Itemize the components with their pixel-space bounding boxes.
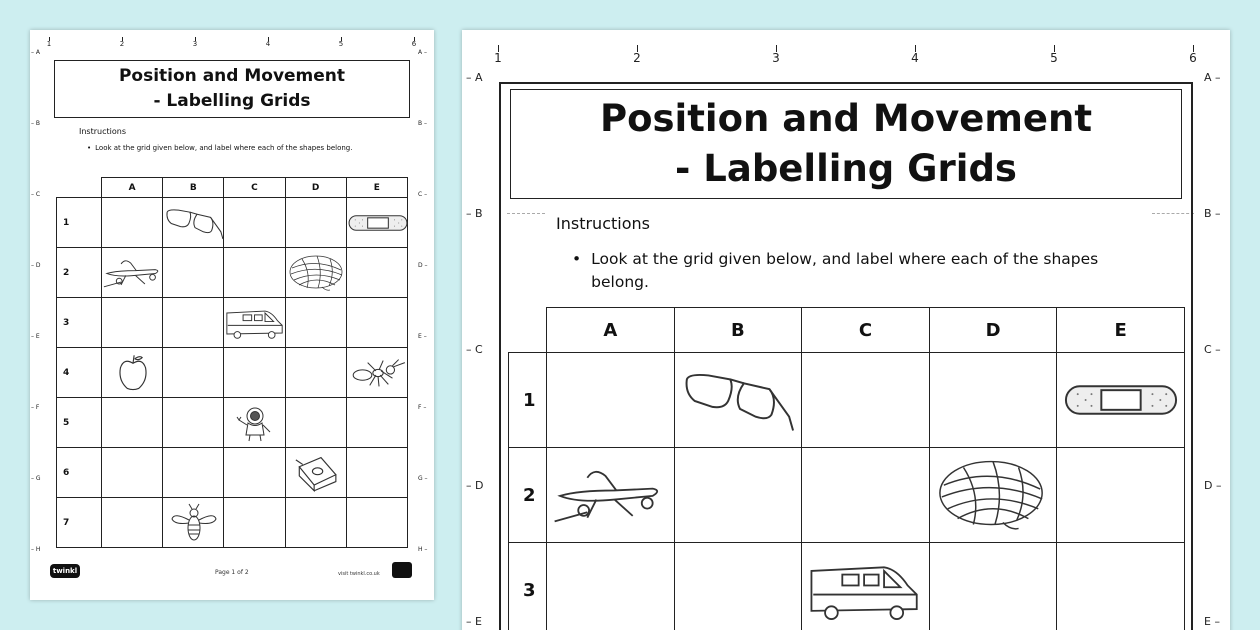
grid-row bbox=[57, 448, 408, 498]
grid-cell[interactable] bbox=[1057, 353, 1185, 448]
row-ruler-tick-right: G – bbox=[418, 475, 428, 482]
instructions-text: • Look at the grid given below, and label where each of the shapes belong. bbox=[87, 144, 353, 152]
grid-cell[interactable] bbox=[346, 198, 407, 248]
grid-cell[interactable] bbox=[224, 198, 285, 248]
grid-cell[interactable] bbox=[285, 198, 346, 248]
grid-cell[interactable] bbox=[102, 398, 163, 448]
row-ruler-tick-right: D – bbox=[1204, 479, 1222, 492]
grid-row-header: 3 bbox=[509, 543, 547, 630]
ambulance-icon bbox=[224, 303, 284, 343]
grid-cell[interactable] bbox=[1057, 543, 1185, 630]
grid-cell[interactable] bbox=[346, 348, 407, 398]
labelling-grid bbox=[56, 177, 408, 548]
grid-row bbox=[509, 543, 1185, 630]
grid-column-header: A bbox=[547, 308, 675, 353]
grid-row-header: 6 bbox=[57, 448, 102, 498]
row-ruler-tick-right: E – bbox=[418, 333, 427, 340]
grid-cell[interactable] bbox=[102, 448, 163, 498]
grid-row bbox=[509, 448, 1185, 543]
row-ruler-tick-left: – D bbox=[31, 262, 41, 269]
grid-cell[interactable] bbox=[224, 448, 285, 498]
grid-cell[interactable] bbox=[547, 543, 675, 630]
ambulance-icon bbox=[802, 550, 929, 630]
grid-cell[interactable] bbox=[163, 198, 224, 248]
page-number: Page 1 of 2 bbox=[215, 569, 249, 576]
row-ruler-tick-left: – C bbox=[31, 191, 41, 198]
airplane-icon bbox=[102, 253, 162, 293]
grid-cell[interactable] bbox=[102, 248, 163, 298]
plaster-icon bbox=[1057, 360, 1184, 440]
grid-cell[interactable] bbox=[224, 248, 285, 298]
grid-column-header: D bbox=[929, 308, 1057, 353]
grid-cell[interactable] bbox=[674, 353, 802, 448]
bee-icon bbox=[163, 503, 223, 543]
grid-cell[interactable] bbox=[102, 198, 163, 248]
grid-row bbox=[57, 498, 408, 548]
row-ruler-tick-right: C – bbox=[418, 191, 428, 198]
grid-row-header: 7 bbox=[57, 498, 102, 548]
row-ruler-tick-left: – G bbox=[31, 475, 41, 482]
column-ruler-tick: 5 bbox=[331, 37, 351, 48]
row-ruler-tick-right: B – bbox=[418, 120, 428, 127]
row-ruler-tick-right: A – bbox=[1204, 71, 1221, 84]
grid-row bbox=[57, 248, 408, 298]
row-ruler-tick-left: – E bbox=[466, 615, 482, 628]
sharpener-icon bbox=[286, 453, 346, 493]
yarn-icon bbox=[930, 455, 1057, 535]
grid-row-header: 1 bbox=[57, 198, 102, 248]
grid-cell[interactable] bbox=[547, 448, 675, 543]
grid-row bbox=[57, 298, 408, 348]
column-ruler-tick: 2 bbox=[627, 45, 647, 64]
grid-column-header: D bbox=[285, 178, 346, 198]
instructions-heading: Instructions bbox=[79, 127, 126, 136]
grid-cell[interactable] bbox=[674, 448, 802, 543]
grid-cell[interactable] bbox=[224, 298, 285, 348]
column-ruler-tick: 5 bbox=[1044, 45, 1064, 64]
row-ruler-tick-right: B – bbox=[1204, 207, 1221, 220]
grid-row-header: 3 bbox=[57, 298, 102, 348]
grid-column-header: C bbox=[224, 178, 285, 198]
grid-cell[interactable] bbox=[929, 543, 1057, 630]
glasses-icon bbox=[675, 360, 802, 440]
grid-column-header: B bbox=[674, 308, 802, 353]
row-ruler-tick-left: – A bbox=[466, 71, 483, 84]
row-ruler-tick-left: – H bbox=[31, 546, 41, 553]
grid-column-header: A bbox=[102, 178, 163, 198]
grid-row bbox=[57, 348, 408, 398]
column-ruler-tick: 1 bbox=[39, 37, 59, 48]
grid-cell[interactable] bbox=[102, 298, 163, 348]
grid-cell[interactable] bbox=[224, 498, 285, 548]
glasses-icon bbox=[163, 203, 223, 243]
grid-row bbox=[509, 353, 1185, 448]
worksheet-thumbnail bbox=[30, 30, 434, 600]
column-ruler-tick: 4 bbox=[258, 37, 278, 48]
grid-cell[interactable] bbox=[163, 398, 224, 448]
plaster-icon bbox=[347, 203, 407, 243]
grid-column-header: B bbox=[163, 178, 224, 198]
column-ruler-tick: 3 bbox=[766, 45, 786, 64]
grid-cell[interactable] bbox=[163, 348, 224, 398]
column-ruler-tick: 3 bbox=[185, 37, 205, 48]
grid-cell[interactable] bbox=[285, 348, 346, 398]
column-ruler-tick: 1 bbox=[488, 45, 508, 64]
grid-row bbox=[57, 398, 408, 448]
grid-cell[interactable] bbox=[102, 498, 163, 548]
row-ruler-tick-right: D – bbox=[418, 262, 428, 269]
grid-cell[interactable] bbox=[346, 398, 407, 448]
row-ruler-tick-right: H – bbox=[418, 546, 428, 553]
airplane-icon bbox=[547, 455, 674, 535]
grid-cell[interactable] bbox=[102, 348, 163, 398]
grid-cell[interactable] bbox=[802, 448, 930, 543]
grid-cell[interactable] bbox=[346, 448, 407, 498]
row-ruler-tick-left: – E bbox=[31, 333, 40, 340]
grid-row bbox=[57, 198, 408, 248]
grid-cell[interactable] bbox=[285, 448, 346, 498]
yarn-icon bbox=[286, 253, 346, 293]
grid-row-header: 4 bbox=[57, 348, 102, 398]
row-ruler-tick-left: – B bbox=[466, 207, 483, 220]
grid-cell[interactable] bbox=[802, 353, 930, 448]
grid-row-header: 2 bbox=[509, 448, 547, 543]
grid-cell[interactable] bbox=[547, 353, 675, 448]
grid-cell[interactable] bbox=[285, 498, 346, 548]
row-ruler-tick-left: – B bbox=[31, 120, 41, 127]
grid-column-header: E bbox=[346, 178, 407, 198]
column-ruler-tick: 6 bbox=[1183, 45, 1203, 64]
instructions-text: • Look at the grid given below, and label where each of the shapes belong. bbox=[572, 250, 1099, 291]
grid-cell[interactable] bbox=[929, 448, 1057, 543]
row-ruler-tick-left: – D bbox=[466, 479, 484, 492]
grid-cell[interactable] bbox=[163, 448, 224, 498]
grid-row-header: 5 bbox=[57, 398, 102, 448]
column-ruler-tick: 6 bbox=[404, 37, 424, 48]
apple-icon bbox=[102, 353, 162, 393]
column-ruler-tick: 2 bbox=[112, 37, 132, 48]
grid-cell[interactable] bbox=[163, 248, 224, 298]
grid-cell[interactable] bbox=[346, 298, 407, 348]
row-ruler-tick-right: A – bbox=[418, 49, 428, 56]
grid-column-header: C bbox=[802, 308, 930, 353]
grid-cell[interactable] bbox=[285, 248, 346, 298]
grid-corner bbox=[509, 308, 547, 353]
grid-column-header: E bbox=[1057, 308, 1185, 353]
grid-row-header: 2 bbox=[57, 248, 102, 298]
grid-cell[interactable] bbox=[285, 298, 346, 348]
grid-cell[interactable] bbox=[163, 498, 224, 548]
website-link[interactable]: visit twinkl.co.uk bbox=[338, 571, 380, 577]
column-ruler-tick: 4 bbox=[905, 45, 925, 64]
twinkl-logo: twinkl bbox=[50, 564, 80, 578]
worksheet-title: Position and Movement - Labelling Grids bbox=[510, 89, 1182, 199]
grid-cell[interactable] bbox=[1057, 448, 1185, 543]
row-ruler-tick-left: – A bbox=[31, 49, 41, 56]
grid-cell[interactable] bbox=[224, 398, 285, 448]
grid-cell[interactable] bbox=[346, 248, 407, 298]
row-ruler-tick-left: – F bbox=[31, 404, 40, 411]
astronaut-icon bbox=[224, 403, 284, 443]
row-ruler-tick-right: C – bbox=[1204, 343, 1221, 356]
grid-corner bbox=[57, 178, 102, 198]
grid-cell[interactable] bbox=[674, 543, 802, 630]
grid-cell[interactable] bbox=[285, 398, 346, 448]
grid-row-header: 1 bbox=[509, 353, 547, 448]
worksheet-title: Position and Movement - Labelling Grids bbox=[54, 60, 410, 118]
labelling-grid bbox=[508, 307, 1185, 630]
worksheet-zoomed bbox=[462, 30, 1230, 630]
grid-cell[interactable] bbox=[163, 298, 224, 348]
row-ruler-tick-right: F – bbox=[418, 404, 427, 411]
twinkl-badge-icon bbox=[392, 562, 412, 578]
grid-cell[interactable] bbox=[224, 348, 285, 398]
grid-cell[interactable] bbox=[802, 543, 930, 630]
row-ruler-tick-right: E – bbox=[1204, 615, 1220, 628]
ant-icon bbox=[347, 353, 407, 393]
instructions-heading: Instructions bbox=[556, 214, 650, 233]
grid-cell[interactable] bbox=[346, 498, 407, 548]
grid-cell[interactable] bbox=[929, 353, 1057, 448]
row-ruler-tick-left: – C bbox=[466, 343, 483, 356]
